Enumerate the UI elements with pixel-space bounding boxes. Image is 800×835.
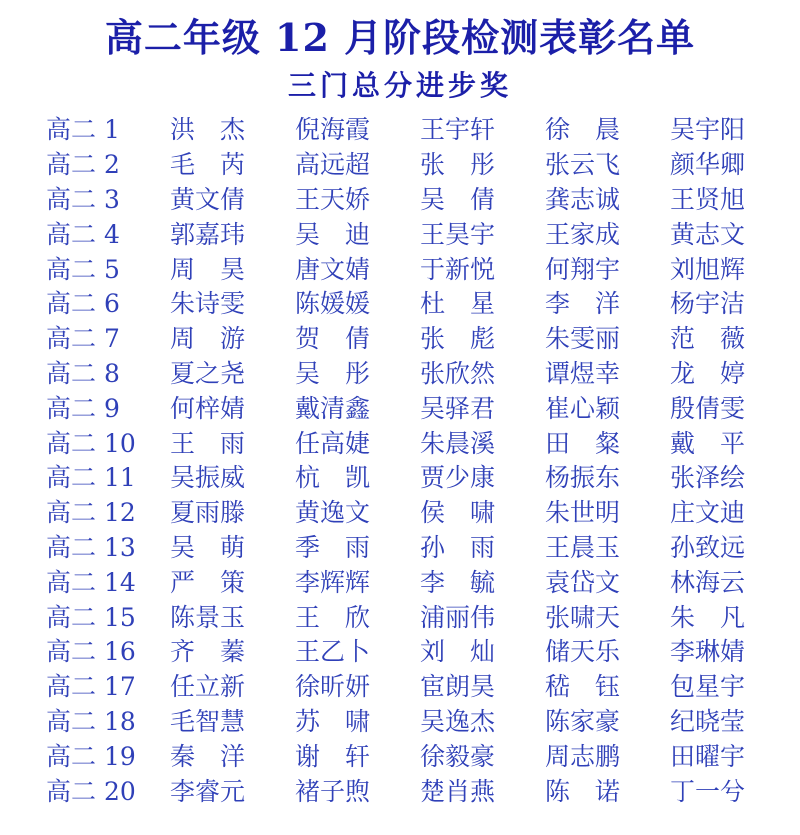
student-name: 徐昕妍 [295,672,371,702]
student-name: 陈景玉 [170,602,246,632]
class-label: 高二 6 [46,289,120,319]
student-name: 王 雨 [170,428,246,458]
student-name: 龚志诚 [545,184,621,214]
class-label: 高二 15 [46,602,136,632]
student-name: 刘旭辉 [670,254,746,284]
student-name: 包星宇 [670,672,746,702]
student-name: 朱诗雯 [170,289,246,319]
student-name: 吴逸杰 [420,706,496,736]
student-name: 夏之尧 [170,358,246,388]
student-name: 吴宇阳 [670,115,746,145]
class-label: 高二 5 [46,254,120,284]
student-name: 朱晨溪 [420,428,496,458]
student-name: 严 策 [170,567,246,597]
student-name: 周 游 [170,324,246,354]
student-name: 毛智慧 [170,706,246,736]
student-name: 储天乐 [545,637,621,667]
table-row [46,670,776,705]
student-name: 吴 倩 [420,184,496,214]
class-label: 高二 2 [46,150,120,180]
student-name: 李辉辉 [295,567,371,597]
student-name: 朱 凡 [670,602,746,632]
class-label: 高二 12 [46,498,136,528]
student-name: 吴 萌 [170,532,246,562]
student-name: 倪海霞 [295,115,371,145]
student-name: 田曜宇 [670,741,746,771]
student-name: 孙致远 [670,532,746,562]
student-name: 秦 洋 [170,741,246,771]
table-row [46,217,776,252]
class-label: 高二 10 [46,428,136,458]
student-name: 庄文迪 [670,498,746,528]
student-name: 戴 平 [670,428,746,458]
student-name: 宦朗昊 [420,672,496,702]
student-name: 李睿元 [170,776,246,806]
student-name: 朱雯丽 [545,324,621,354]
student-name: 齐 蓁 [170,637,246,667]
student-name: 黄逸文 [295,498,371,528]
student-name: 崔心颖 [545,393,621,423]
table-row [46,148,776,183]
student-name: 杭 凯 [295,463,371,493]
student-name: 刘 灿 [420,637,496,667]
student-name: 朱世明 [545,498,621,528]
student-name: 吴 迪 [295,219,371,249]
class-label: 高二 9 [46,393,120,423]
student-name: 张 彪 [420,324,496,354]
table-row [46,565,776,600]
student-name: 殷倩雯 [670,393,746,423]
student-name: 张泽绘 [670,463,746,493]
student-name: 侯 啸 [420,498,496,528]
class-label: 高二 13 [46,532,136,562]
student-name: 李 毓 [420,567,496,597]
student-name: 王贤旭 [670,184,746,214]
class-label: 高二 19 [46,741,136,771]
student-name: 吴驿君 [420,393,496,423]
student-name: 孙 雨 [420,532,496,562]
student-name: 贾少康 [420,463,496,493]
class-label: 高二 3 [46,184,120,214]
student-name: 王天娇 [295,184,371,214]
table-row [46,426,776,461]
student-name: 徐 晨 [545,115,621,145]
student-name: 任立新 [170,672,246,702]
table-row [46,531,776,566]
page-title: 高二年级 12 月阶段检测表彰名单 [104,15,696,60]
student-name: 王家成 [545,219,621,249]
honor-roll-table [46,113,776,809]
student-name: 王 欣 [295,602,371,632]
student-name: 高远超 [295,150,371,180]
table-row [46,461,776,496]
student-name: 田 粲 [545,428,621,458]
class-label: 高二 18 [46,706,136,736]
student-name: 林海云 [670,567,746,597]
table-row [46,391,776,426]
table-row [46,357,776,392]
student-name: 贺 倩 [295,324,371,354]
class-label: 高二 17 [46,672,136,702]
student-name: 夏雨滕 [170,498,246,528]
student-name: 张啸天 [545,602,621,632]
class-label: 高二 8 [46,358,120,388]
student-name: 谢 轩 [295,741,371,771]
award-subtitle: 三门总分进步奖 [287,69,512,102]
student-name: 季 雨 [295,532,371,562]
student-name: 洪 杰 [170,115,246,145]
class-label: 高二 11 [46,463,136,493]
student-name: 李 洋 [545,289,621,319]
student-name: 徐毅豪 [420,741,496,771]
student-name: 王乙卜 [295,637,371,667]
class-label: 高二 14 [46,567,136,597]
student-name: 郭嘉玮 [170,219,246,249]
student-name: 陈媛媛 [295,289,371,319]
student-name: 张欣然 [420,358,496,388]
student-name: 李琳婧 [670,637,746,667]
table-row [46,322,776,357]
student-name: 张云飞 [545,150,621,180]
student-name: 吴 彤 [295,358,371,388]
student-name: 陈家豪 [545,706,621,736]
student-name: 范 薇 [670,324,746,354]
table-row [46,739,776,774]
class-label: 高二 4 [46,219,120,249]
student-name: 王宇轩 [420,115,496,145]
table-row [46,496,776,531]
student-name: 杨宇洁 [670,289,746,319]
student-name: 张 彤 [420,150,496,180]
student-name: 杨振东 [545,463,621,493]
table-row [46,635,776,670]
student-name: 周 昊 [170,254,246,284]
student-name: 丁一兮 [670,776,746,806]
class-label: 高二 20 [46,776,136,806]
student-name: 袁岱文 [545,567,621,597]
class-label: 高二 7 [46,324,120,354]
table-row [46,287,776,322]
student-name: 于新悦 [420,254,496,284]
student-name: 王晨玉 [545,532,621,562]
student-name: 楚肖燕 [420,776,496,806]
table-row [46,600,776,635]
student-name: 任高婕 [295,428,371,458]
student-name: 戴清鑫 [295,393,371,423]
class-label: 高二 16 [46,637,136,667]
student-name: 龙 婷 [670,358,746,388]
student-name: 吴振威 [170,463,246,493]
class-label: 高二 1 [46,115,120,145]
student-name: 何梓婧 [170,393,246,423]
table-row [46,113,776,148]
table-row [46,183,776,218]
student-name: 谭煜幸 [545,358,621,388]
student-name: 苏 啸 [295,706,371,736]
student-name: 周志鹏 [545,741,621,771]
student-name: 浦丽伟 [420,602,496,632]
student-name: 毛 芮 [170,150,246,180]
student-name: 纪晓莹 [670,706,746,736]
table-row [46,705,776,740]
student-name: 颜华卿 [670,150,746,180]
table-row [46,774,776,809]
student-name: 褚子煦 [295,776,371,806]
student-name: 陈 诺 [545,776,621,806]
student-name: 嵇 钰 [545,672,621,702]
student-name: 黄志文 [670,219,746,249]
table-row [46,252,776,287]
student-name: 唐文婧 [295,254,371,284]
student-name: 何翔宇 [545,254,621,284]
student-name: 杜 星 [420,289,496,319]
student-name: 王昊宇 [420,219,496,249]
student-name: 黄文倩 [170,184,246,214]
